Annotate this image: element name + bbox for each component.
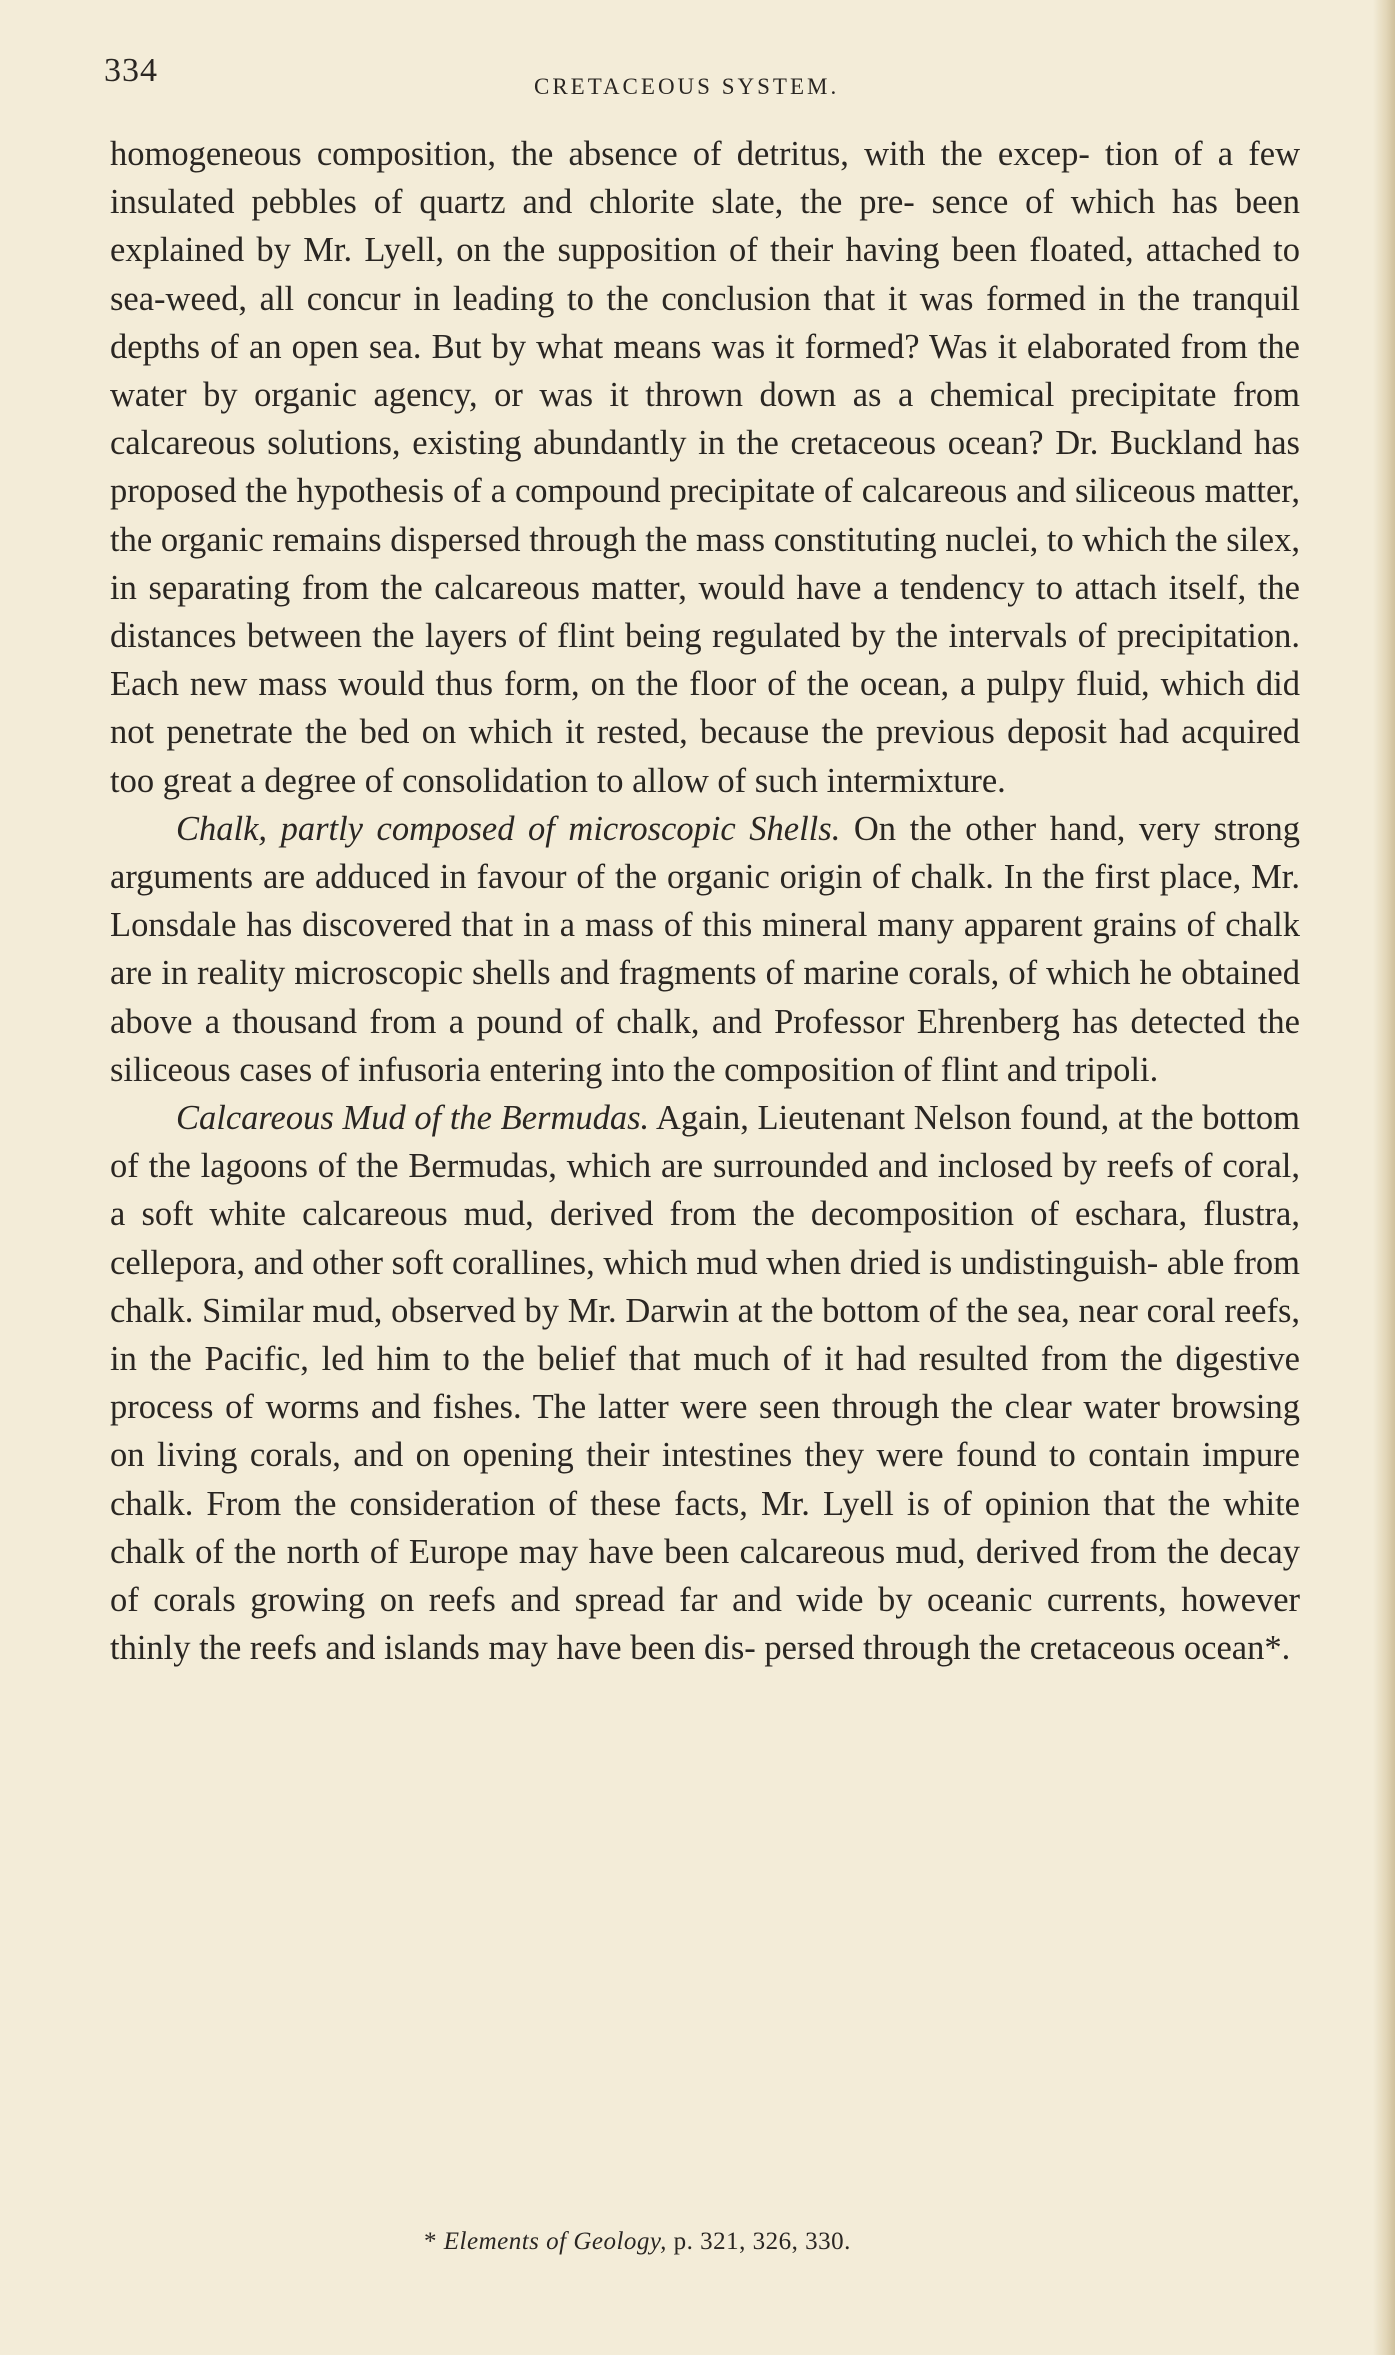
footnote-reference: p. 321, 326, 330.: [673, 2228, 851, 2255]
paragraph-3-heading: Calcareous Mud of the Bermudas.: [176, 1099, 650, 1138]
footnote: [424, 2228, 851, 2256]
page-number: 334: [104, 52, 158, 89]
paragraph-2-heading: Chalk, partly composed of microscopic Shells.: [176, 809, 841, 848]
body-text: [110, 130, 1300, 1673]
paragraph-1-text: homogeneous composition, the absence of detritus, with the excep- tion of a few insulated pebbles of quartz and chlorite slate, the pre- sence of which has been explained by Mr. Lyell, on the supposition of their having been floated, attached to sea-weed, all concur in leading to the conclusion that it was formed in the tranquil depths of an open sea. But by what means was it formed? Was it elaborated from the water by organic agency, or was it thrown down as a chemical precipitate from calcareous solutions, existing abundantly in the cretaceous ocean? Dr. Buckland has proposed the hypothesis of a compound precipitate of calcareous and siliceous matter, the organic remains dispersed through the mass constituting nuclei, to which the silex, in separating from the calcareous matter, would have a tendency to attach itself, the distances between the layers of flint being regulated by the intervals of precipitation. Each new mass would thus form, on the floor of the ocean, a pulpy fluid, which did not penetrate the bed on which it rested, because the previous deposit had acquired too great a degree of consolidation to allow of such intermixture.: [110, 135, 1300, 800]
page-header: [104, 52, 1304, 112]
paragraph-3: [110, 1094, 1300, 1672]
paragraph-3-text: Again, Lieutenant Nelson found, at the bottom of the lagoons of the Bermudas, which are surrounded and inclosed by reefs of coral, a soft white calcareous mud, derived from the decomposition of eschara, flustra, cellepora, and other soft corallines, which mud when dried is undistinguish- able from chalk. Similar mud, observed by Mr. Darwin at the bottom of the sea, near coral reefs, in the Pacific, led him to the belief that much of it had resulted from the digestive process of worms and fishes. The latter were seen through the clear water browsing on living corals, and on opening their intestines they were found to contain impure chalk. From the consideration of these facts, Mr. Lyell is of opinion that the white chalk of the north of Europe may have been calcareous mud, derived from the decay of corals growing on reefs and spread far and wide by oceanic currents, however thinly the reefs and islands may have been dis- persed through the cretaceous ocean*.: [110, 1099, 1300, 1668]
page-edge-shadow: [1373, 0, 1395, 2355]
paragraph-1: [110, 130, 1300, 805]
paragraph-2-text: On the other hand, very strong arguments are adduced in favour of the organic origin of chalk. In the first place, Mr. Lonsdale has discovered that in a mass of this mineral many apparent grains of chalk are in reality microscopic shells and fragments of marine corals, of which he obtained above a thousand from a pound of chalk, and Professor Ehrenberg has detected the siliceous cases of infusoria entering into the composition of flint and tripoli.: [110, 809, 1301, 1089]
paragraph-2: [110, 805, 1300, 1094]
footnote-marker: *: [424, 2228, 437, 2255]
running-head: CRETACEOUS SYSTEM.: [534, 74, 840, 99]
footnote-title: Elements of Geology,: [443, 2228, 667, 2255]
